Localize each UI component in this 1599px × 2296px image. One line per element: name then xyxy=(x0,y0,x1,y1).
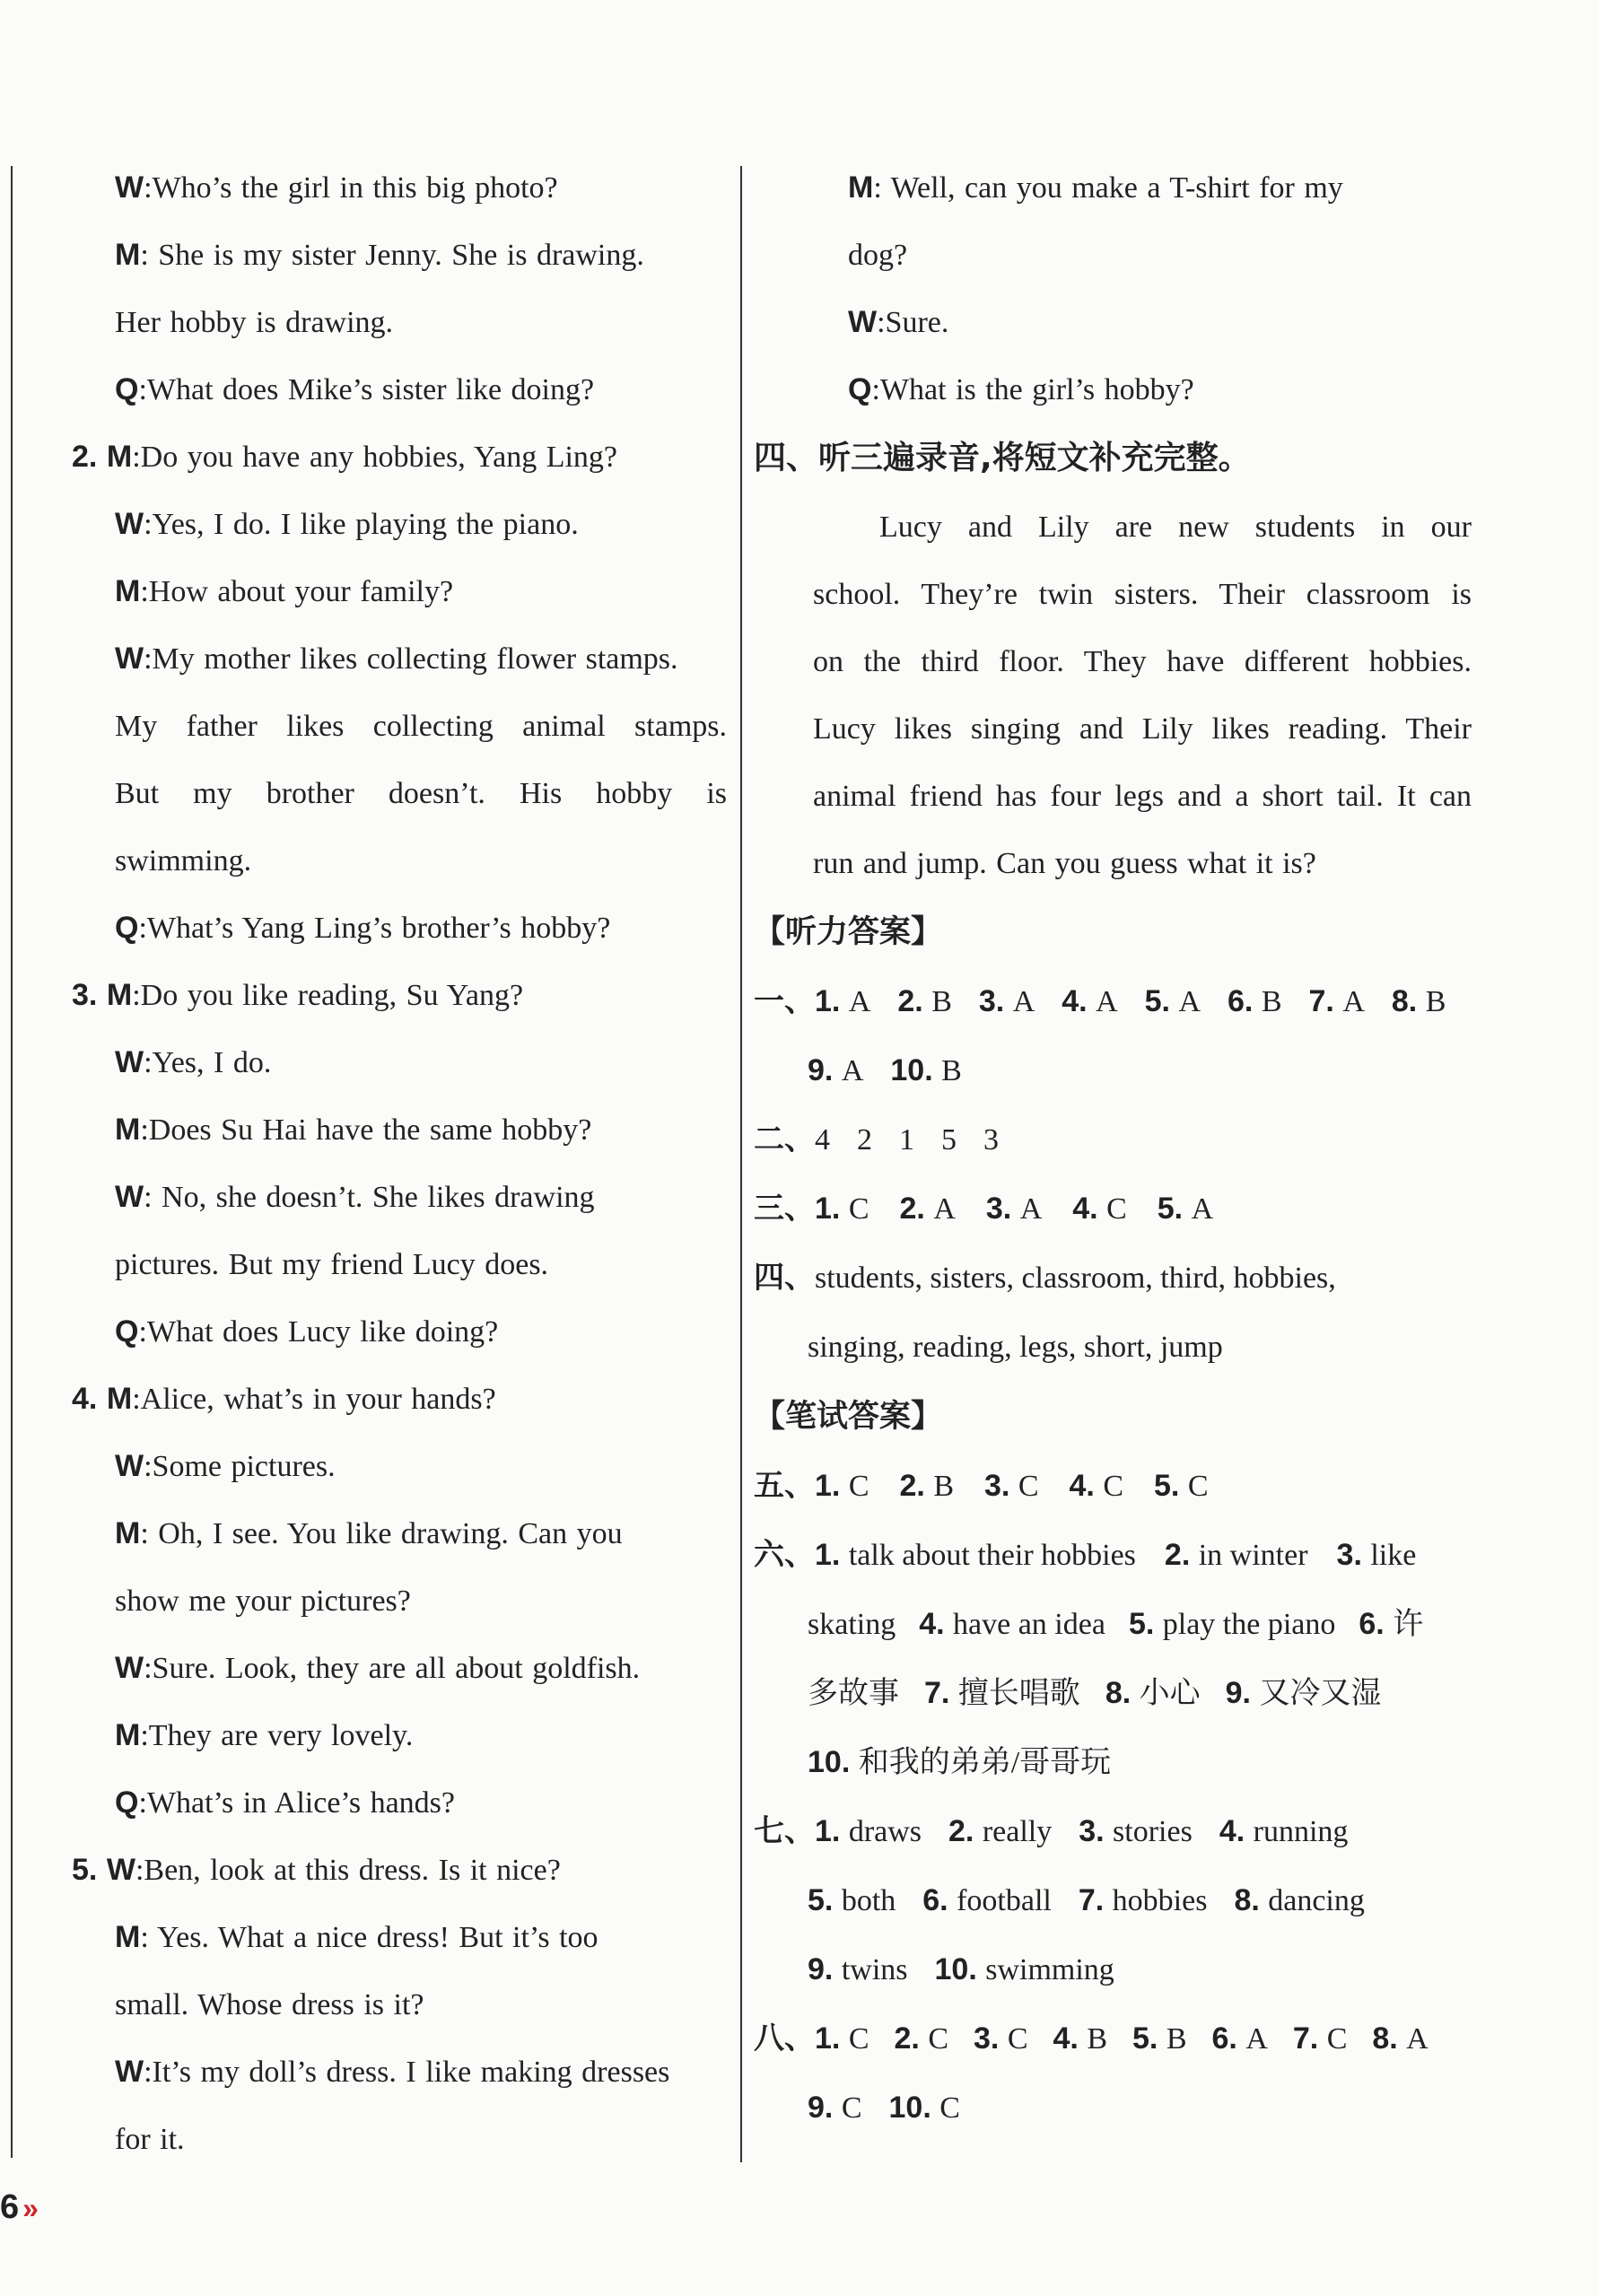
answer-item: 5 xyxy=(941,1123,957,1157)
dialog-line: 5. W:Ben, look at this dress. Is it nice? xyxy=(72,1853,561,1887)
answer-item: 9. C xyxy=(808,2091,862,2125)
dialog-line: 3. M:Do you like reading, Su Yang? xyxy=(72,978,524,1012)
left-border-rule xyxy=(11,166,13,2158)
answer-item: 1. C xyxy=(815,2021,869,2056)
dialog-line: M: She is my sister Jenny. She is drawing. xyxy=(115,238,644,272)
answer-item: 5. play the piano xyxy=(1128,1607,1336,1641)
dialog-line: 2. M:Do you have any hobbies, Yang Ling? xyxy=(72,440,618,474)
answer-item: 1. draws xyxy=(815,1814,922,1848)
answer-row-3: 三、1. C 2. A 3. A 4. C 5. A xyxy=(754,1174,1472,1244)
answer-item: 4. running xyxy=(1219,1814,1349,1848)
answer-item: 1. C xyxy=(815,1192,869,1226)
answer-item: skating xyxy=(808,1608,896,1641)
question-line: Q:What is the girl’s hobby? xyxy=(848,372,1194,406)
answer-item: 10. C xyxy=(888,2091,960,2125)
dialog-line: W: No, she doesn’t. She likes drawing xyxy=(115,1180,595,1214)
dialog-line: M: Oh, I see. You like drawing. Can you xyxy=(115,1516,623,1550)
answer-item: 8. dancing xyxy=(1234,1883,1365,1917)
dialog-line: M: Well, can you make a T-shirt for my xyxy=(848,170,1343,205)
answer-item: 3. A xyxy=(978,984,1035,1018)
answer-row-7-cont xyxy=(754,1866,1472,1935)
answer-item: 3 xyxy=(983,1123,999,1157)
answer-row-8: 八、1. C 2. C 3. C 4. B 5. B 6. A 7. C 8. A xyxy=(754,2004,1472,2073)
answer-item: 9. 又冷又湿 xyxy=(1225,1676,1382,1710)
dialog-line: M:How about your family? xyxy=(115,574,454,608)
answer-item: 5. both xyxy=(808,1883,896,1917)
answer-item: 5. C xyxy=(1154,1469,1209,1503)
answer-item: 5. A xyxy=(1157,1192,1214,1226)
passage-line: Lucy likes singing and Lily likes reading. Their xyxy=(813,712,1472,746)
answer-item: 2. really xyxy=(948,1814,1053,1848)
page-footer xyxy=(0,2185,39,2230)
answer-item: 10. swimming xyxy=(934,1952,1114,1986)
dialog-line: W:Some pictures. xyxy=(115,1449,336,1483)
dialog-line: Her hobby is drawing. xyxy=(115,306,394,339)
answer-item: 多故事 xyxy=(808,1677,899,1710)
answer-item: 4. A xyxy=(1062,984,1118,1018)
answer-item: 1. A xyxy=(815,984,871,1018)
dialog-line: for it. xyxy=(115,2123,185,2156)
answer-item: 4. C xyxy=(1069,1469,1123,1503)
answer-item: 7. C xyxy=(1292,2021,1348,2056)
answer-row-4: 四、students, sisters, classroom, third, hobbies, xyxy=(754,1260,1336,1296)
passage-line: run and jump. Can you guess what it is? xyxy=(813,847,1316,880)
answer-row-1-cont xyxy=(754,1036,1472,1105)
answer-row-6-cont xyxy=(754,1659,1472,1728)
answer-row-1: 一、1. A 2. B 3. A 4. A 5. A 6. B 7. A 8. B xyxy=(754,967,1472,1036)
answer-item: 10. B xyxy=(890,1053,962,1087)
dialog-line: W:Who’s the girl in this big photo? xyxy=(115,170,558,205)
answer-row-7-cont xyxy=(754,1935,1472,2004)
question-line: Q:What’s in Alice’s hands? xyxy=(115,1785,455,1820)
dialog-line: swimming. xyxy=(115,844,252,877)
dialog-line: W:Sure. xyxy=(848,305,949,339)
passage-line: Lucy and Lily are new students in our xyxy=(879,511,1472,544)
answer-item: 7. A xyxy=(1308,984,1365,1018)
answer-item: 3. C xyxy=(984,1469,1039,1503)
answer-row-2: 二、4 2 1 5 3 xyxy=(754,1105,1472,1174)
dialog-line: 4. M:Alice, what’s in your hands? xyxy=(72,1382,496,1416)
answer-row-6-cont xyxy=(754,1590,1472,1659)
answer-item: 5. A xyxy=(1144,984,1201,1018)
answer-row-4-cont: singing, reading, legs, short, jump xyxy=(808,1331,1223,1364)
right-column xyxy=(754,154,1472,2143)
double-chevron-icon: » xyxy=(22,2192,39,2224)
dialog-line: M: Yes. What a nice dress! But it’s too xyxy=(115,1920,599,1954)
answer-item: 9. A xyxy=(808,1053,864,1087)
dialog-line: M:Does Su Hai have the same hobby? xyxy=(115,1113,592,1147)
passage-line: on the third floor. They have different hobbies. xyxy=(813,645,1472,678)
answer-item: 6. 许 xyxy=(1359,1607,1424,1641)
answer-item: 7. 擅长唱歌 xyxy=(924,1676,1080,1710)
dialog-line: W:Sure. Look, they are all about goldfish. xyxy=(115,1651,641,1685)
answer-item: 10. 和我的弟弟/哥哥玩 xyxy=(808,1745,1112,1779)
question-line: Q:What’s Yang Ling’s brother’s hobby? xyxy=(115,911,611,945)
answer-item: 3. stories xyxy=(1079,1814,1193,1848)
answer-item: 6. football xyxy=(922,1883,1052,1917)
page-number: 6 xyxy=(0,2188,20,2226)
passage-line: animal friend has four legs and a short tail. It can xyxy=(813,780,1472,813)
answer-item: 2 xyxy=(857,1123,872,1157)
answer-row-5: 五、1. C 2. B 3. C 4. C 5. C xyxy=(754,1452,1472,1521)
answer-item: 3. A xyxy=(985,1192,1043,1226)
answer-item: 1. C xyxy=(815,1469,869,1503)
section-4-title: 四、听三遍录音,将短文补充完整。 xyxy=(754,440,1251,476)
answer-item: 2. B xyxy=(897,984,952,1018)
dialog-line: W:It’s my doll’s dress. I like making dresses xyxy=(115,2055,670,2089)
question-line: Q:What does Lucy like doing? xyxy=(115,1314,499,1349)
dialog-line: My father likes collecting animal stamps. xyxy=(115,710,727,743)
answer-item: 8. 小心 xyxy=(1105,1676,1201,1710)
dialog-line: small. Whose dress is it? xyxy=(115,1988,424,2021)
left-column xyxy=(72,154,727,2173)
passage-line: school. They’re twin sisters. Their classroom is xyxy=(813,578,1472,611)
answer-item: 8. A xyxy=(1372,2021,1429,2056)
answer-item: 8. B xyxy=(1391,984,1446,1018)
answer-row-6: 六、1. talk about their hobbies 2. in winter 3. like xyxy=(754,1521,1472,1590)
dialog-line: W:My mother likes collecting flower stamps. xyxy=(115,642,678,676)
answer-item: 4. have an idea xyxy=(919,1607,1105,1641)
answer-item: 3. like xyxy=(1336,1538,1417,1572)
answer-item: 4. B xyxy=(1053,2021,1107,2056)
answer-row-6-cont xyxy=(754,1728,1472,1797)
dialog-line: W:Yes, I do. xyxy=(115,1045,272,1079)
answer-row-7: 七、1. draws 2. really 3. stories 4. running xyxy=(754,1797,1472,1866)
answer-item: 2. A xyxy=(899,1192,956,1226)
dialog-line: show me your pictures? xyxy=(115,1585,411,1618)
answer-item: 1. talk about their hobbies xyxy=(815,1538,1136,1572)
answer-item: 2. in winter xyxy=(1164,1538,1308,1572)
answer-item: 3. C xyxy=(974,2021,1028,2056)
dialog-line: dog? xyxy=(848,239,908,272)
answer-item: 9. twins xyxy=(808,1952,908,1986)
answer-item: 5. B xyxy=(1132,2021,1187,2056)
dialog-line: W:Yes, I do. I like playing the piano. xyxy=(115,507,579,541)
answer-row-8-cont xyxy=(754,2073,1472,2143)
dialog-line: M:They are very lovely. xyxy=(115,1718,414,1752)
answer-item: 6. B xyxy=(1228,984,1282,1018)
written-answers-heading: 【笔试答案】 xyxy=(754,1399,943,1435)
answer-item: 6. A xyxy=(1211,2021,1268,2056)
answer-item: 4. C xyxy=(1072,1192,1127,1226)
answer-item: 2. C xyxy=(894,2021,948,2056)
answer-item: 2. B xyxy=(899,1469,954,1503)
dialog-line: pictures. But my friend Lucy does. xyxy=(115,1248,549,1281)
question-line: Q:What does Mike’s sister like doing? xyxy=(115,372,595,406)
answer-item: 7. hobbies xyxy=(1078,1883,1208,1917)
column-divider xyxy=(740,166,742,2162)
listening-answers-heading: 【听力答案】 xyxy=(754,914,943,950)
answer-item: 4 xyxy=(815,1123,830,1157)
dialog-line: But my brother doesn’t. His hobby is xyxy=(115,777,727,810)
answer-item: 1 xyxy=(899,1123,914,1157)
